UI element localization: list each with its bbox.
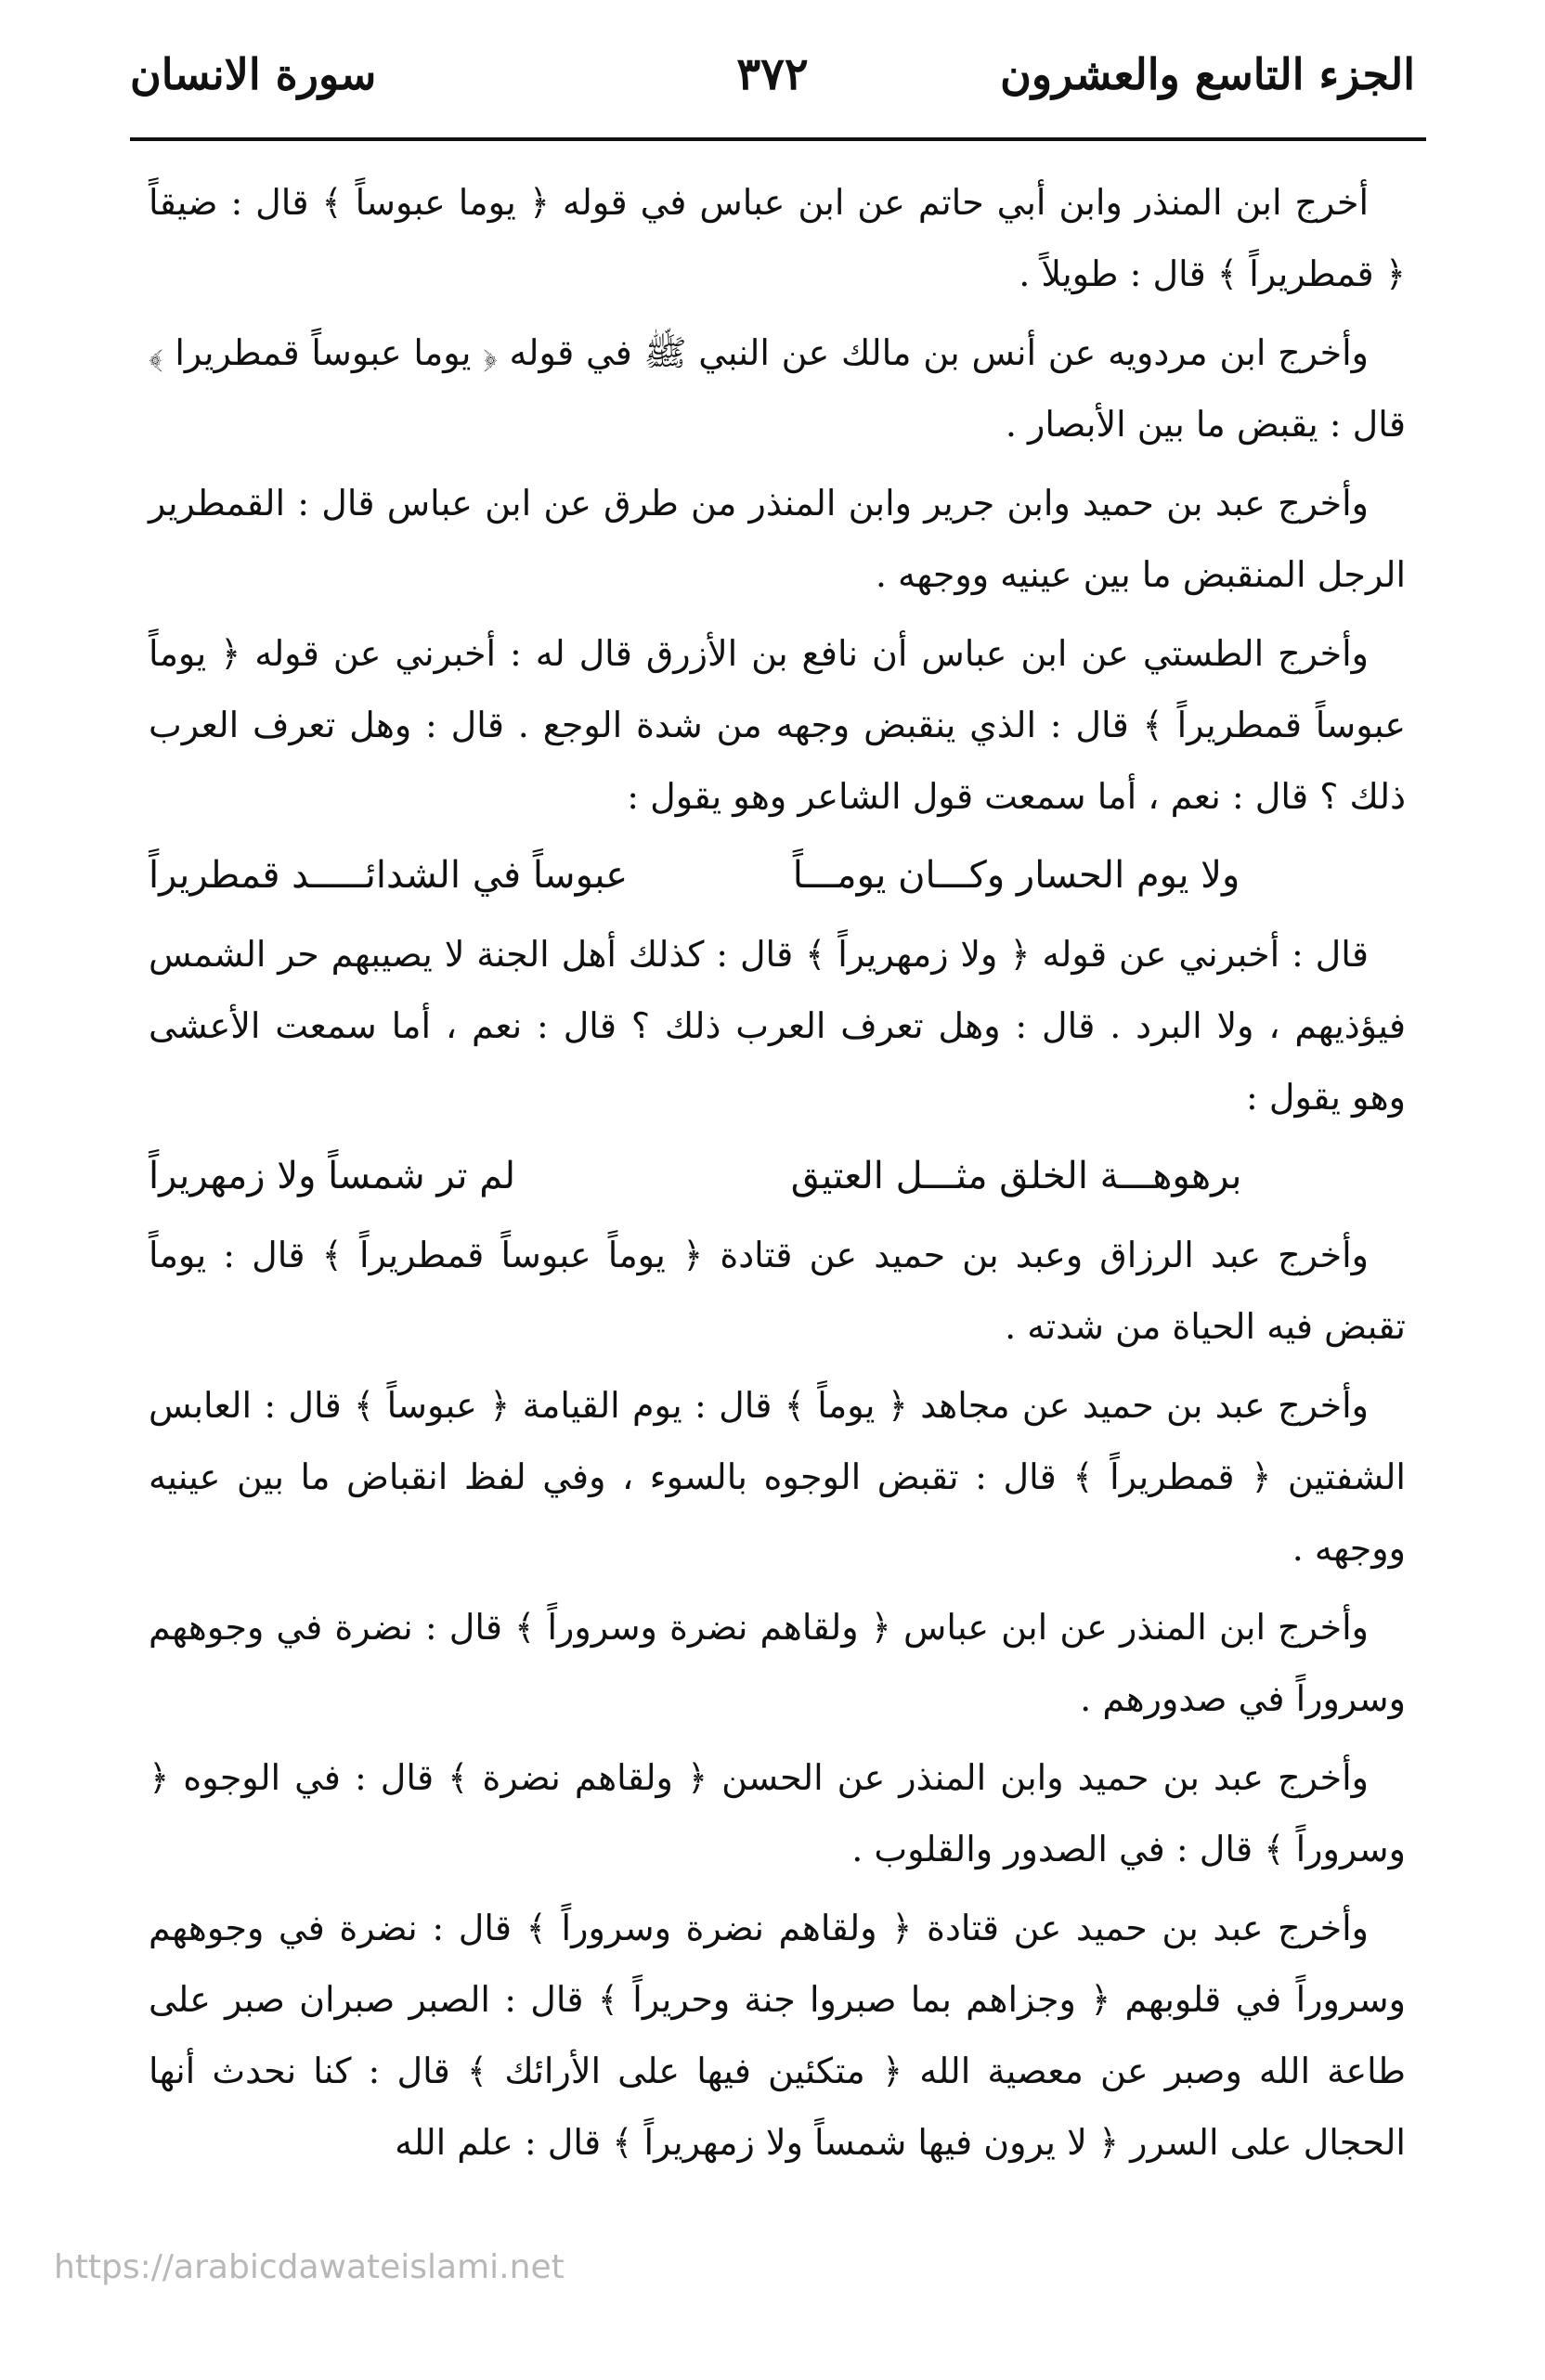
header-rule bbox=[130, 137, 1426, 141]
paragraph: أخرج ابن المنذر وابن أبي حاتم عن ابن عباس في قوله ﴿ يوما عبوساً ﴾ قال : ضيقاً ﴿ قمطريراً ﴾ قال : طويلاً . bbox=[149, 182, 1406, 294]
paragraph: قال : أخبرني عن قوله ﴿ ولا زمهريراً ﴾ قال : كذلك أهل الجنة لا يصيبهم حر الشمس فيؤذيهم ، ولا البرد . قال : وهل تعرف العرب ذلك ؟ قال : نعم ، أما سمعت الأعشى وهو يقول : bbox=[149, 934, 1406, 1118]
paragraph: وأخرج عبد الرزاق وعبد بن حميد عن قتادة ﴿ يوماً عبوساً قمطريراً ﴾ قال : يوماً تقبض فيه الحياة من شدته . bbox=[149, 1235, 1406, 1347]
page-header bbox=[130, 37, 1415, 111]
verse-hemistich-second: عبوساً في الشدائـــــد قمطريراً bbox=[149, 854, 629, 897]
poetry-verse bbox=[149, 1141, 1406, 1212]
paragraph: وأخرج عبد بن حميد عن مجاهد ﴿ يوماً ﴾ قال : يوم القيامة ﴿ عبوساً ﴾ قال : العابس الشفتين ﴿ قمطريراً ﴾ قال : تقبض الوجوه بالسوء ، وفي لفظ انقباض ما بين عينيه ووجهه . bbox=[149, 1385, 1406, 1569]
verse-hemistich-first: ولا يوم الحسار وكـــان يومـــاً bbox=[792, 854, 1240, 897]
page-body bbox=[149, 167, 1406, 2186]
paragraph: وأخرج عبد بن حميد وابن جرير وابن المنذر من طرق عن ابن عباس قال : القمطرير الرجل المنقبض ما بين عينيه ووجهه . bbox=[149, 483, 1406, 595]
paragraph: وأخرج عبد بن حميد وابن المنذر عن الحسن ﴿ ولقاهم نضرة ﴾ قال : في الوجوه ﴿ وسروراً ﴾ قال : في الصدور والقلوب . bbox=[149, 1757, 1406, 1869]
paragraph: وأخرج عبد بن حميد عن قتادة ﴿ ولقاهم نضرة وسروراً ﴾ قال : نضرة في وجوههم وسروراً في قلوبهم ﴿ وجزاهم بما صبروا جنة وحريراً ﴾ قال : الصبر صبران صبر على طاعة الله وصبر عن معصية الله ﴿ متكئين فيها على الأرائك ﴾ قال : كنا نحدث أنها الحجال على السرر ﴿ لا يرون فيها شمساً ولا زمهريراً ﴾ قال : علم الله bbox=[149, 1908, 1406, 2163]
paragraph: وأخرج الطستي عن ابن عباس أن نافع بن الأزرق قال له : أخبرني عن قوله ﴿ يوماً عبوساً قمطريراً ﴾ قال : الذي ينقبض وجهه من شدة الوجع . قال : وهل تعرف العرب ذلك ؟ قال : نعم ، أما سمعت قول الشاعر وهو يقول : bbox=[149, 633, 1406, 817]
verse-hemistich-first: برهوهـــة الخلق مثـــل العتيق bbox=[790, 1155, 1242, 1197]
page-number: ٣٧٢ bbox=[736, 48, 809, 100]
surah-title: سورة الانسان bbox=[130, 49, 377, 99]
part-title: الجزء التاسع والعشرون bbox=[1000, 49, 1415, 99]
verse-hemistich-second: لم تر شمساً ولا زمهريراً bbox=[149, 1155, 516, 1197]
paragraph: وأخرج ابن المنذر عن ابن عباس ﴿ ولقاهم نضرة وسروراً ﴾ قال : نضرة في وجوههم وسروراً في صدورهم . bbox=[149, 1607, 1406, 1719]
watermark-url: https://arabicdawateislami.net bbox=[54, 2248, 565, 2286]
poetry-verse bbox=[149, 840, 1406, 912]
paragraph: وأخرج ابن مردويه عن أنس بن مالك عن النبي ﷺ في قوله ﴿ يوما عبوساً قمطريرا ﴾ قال : يقبض ما بين الأبصار . bbox=[149, 332, 1406, 445]
